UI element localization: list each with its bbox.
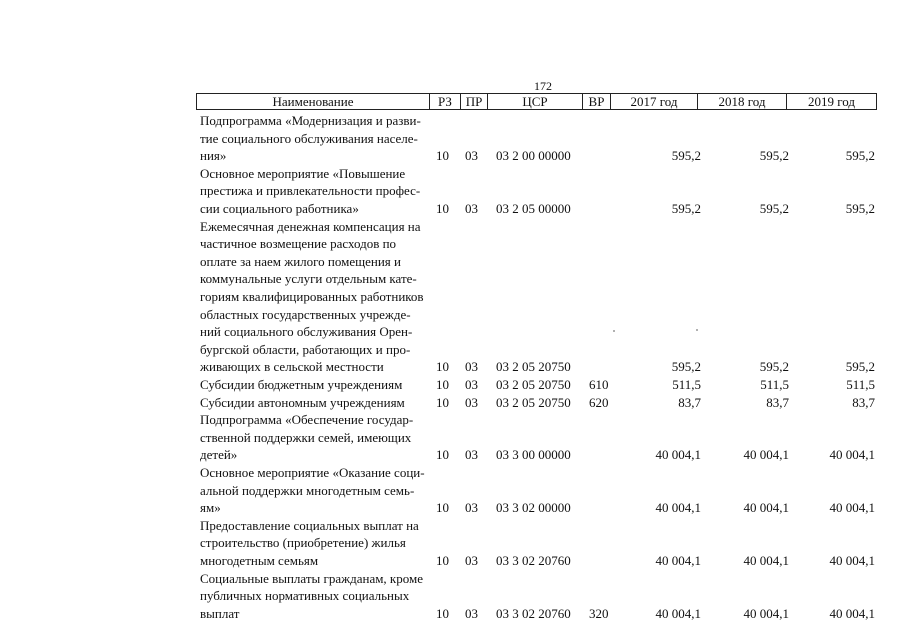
header-2017: 2017 год — [611, 94, 698, 109]
row-values — [196, 605, 877, 623]
row-2018: 40 004,1 — [743, 447, 789, 463]
row-rz: 10 — [436, 377, 449, 392]
row-pr: 03 — [465, 553, 478, 568]
row-pr: 03 — [465, 148, 478, 164]
row-name-line: тие социального обслуживания населе- — [200, 130, 418, 146]
row-2018: 511,5 — [760, 377, 789, 392]
row-pr: 03 — [465, 394, 478, 410]
row-name-line: бургской области, работающих и про- — [200, 341, 411, 357]
row-name-line: ям» — [200, 500, 221, 516]
row-rz: 10 — [436, 500, 449, 516]
header-2018: 2018 год — [698, 94, 787, 109]
row-values — [196, 446, 877, 464]
row-pr: 03 — [465, 605, 478, 621]
header-name: Наименование — [197, 94, 430, 109]
header-2019: 2019 год — [808, 94, 855, 109]
row-vr: 320 — [589, 605, 609, 621]
row-name-line: Основное мероприятие «Оказание соци- — [200, 465, 425, 480]
row-name-line: престижа и привлекательности профес- — [200, 183, 421, 199]
row-rz: 10 — [436, 359, 449, 375]
row-2017: 83,7 — [678, 394, 701, 410]
row-rz: 10 — [436, 605, 449, 621]
row-rz: 10 — [436, 148, 449, 164]
table-row — [196, 517, 877, 570]
row-values — [196, 200, 877, 218]
row-name-line: Основное мероприятие «Повышение — [200, 165, 406, 181]
row-2019: 40 004,1 — [829, 605, 875, 621]
scan-speck — [613, 330, 615, 332]
row-values — [196, 376, 877, 394]
row-name-line: Подпрограмма «Модернизация и разви- — [200, 113, 421, 128]
row-name-line: ственной поддержки семей, имеющих — [200, 429, 412, 445]
row-2017: 595,2 — [671, 359, 701, 375]
row-2017: 40 004,1 — [655, 447, 701, 463]
row-2018: 83,7 — [766, 394, 789, 410]
row-values — [196, 499, 877, 517]
row-values — [196, 147, 877, 165]
row-2018: 595,2 — [759, 359, 789, 375]
row-csr: 03 3 02 20760 — [496, 553, 571, 568]
row-values — [196, 552, 877, 570]
row-2019: 595,2 — [845, 201, 875, 216]
row-2019: 511,5 — [846, 377, 875, 392]
row-name-line: Социальные выплаты гражданам, кроме — [200, 570, 423, 586]
row-name-line: сии социального работника» — [200, 200, 359, 216]
table-row — [196, 464, 877, 517]
row-2019: 40 004,1 — [829, 553, 875, 568]
row-2018: 595,2 — [759, 201, 789, 216]
row-2019: 595,2 — [845, 359, 875, 375]
row-name-line: ний социального обслуживания Орен- — [200, 324, 413, 340]
row-vr: 620 — [589, 394, 609, 410]
row-pr: 03 — [465, 377, 478, 392]
table-row — [196, 218, 877, 376]
row-2019: 595,2 — [845, 148, 875, 164]
row-csr: 03 2 05 00000 — [496, 201, 571, 216]
row-2017: 40 004,1 — [655, 605, 701, 621]
row-2018: 40 004,1 — [743, 553, 789, 568]
table-row — [196, 376, 877, 394]
row-name-line: Субсидии автономным учреждениям — [200, 394, 405, 410]
table-row — [196, 165, 877, 218]
row-csr: 03 2 05 20750 — [496, 394, 571, 410]
scan-speck — [696, 329, 698, 331]
row-2019: 40 004,1 — [829, 500, 875, 516]
row-2018: 40 004,1 — [743, 500, 789, 516]
row-name-line: публичных нормативных социальных — [200, 588, 410, 604]
row-csr: 03 3 02 20760 — [496, 605, 571, 621]
row-rz: 10 — [436, 553, 449, 568]
header-vr: ВР — [583, 94, 611, 109]
row-csr: 03 2 05 20750 — [496, 377, 571, 392]
row-name-line: живающих в сельской местности — [200, 359, 384, 375]
row-name-line: коммунальные услуги отдельным кате- — [200, 271, 417, 287]
row-name-line: Предоставление социальных выплат на — [200, 517, 419, 533]
row-pr: 03 — [465, 201, 478, 216]
row-name-line: Ежемесячная денежная компенсация на — [200, 218, 421, 234]
row-2019: 40 004,1 — [829, 447, 875, 463]
row-csr: 03 3 00 00000 — [496, 447, 571, 463]
row-2017: 595,2 — [671, 201, 701, 216]
row-2018: 595,2 — [759, 148, 789, 164]
header-pr: ПР — [461, 94, 488, 109]
header-rz: РЗ — [430, 94, 461, 109]
row-2019: 83,7 — [852, 394, 875, 410]
row-name-line: Субсидии бюджетным учреждениям — [200, 377, 403, 392]
table-row — [196, 570, 877, 623]
row-name-line: альной поддержки многодетным семь- — [200, 482, 415, 498]
row-2017: 511,5 — [672, 377, 701, 392]
row-values — [196, 394, 877, 412]
row-name — [200, 218, 424, 376]
row-name-line: детей» — [200, 447, 238, 463]
row-name-line: Подпрограмма «Обеспечение государ- — [200, 412, 414, 428]
row-name-line: оплате за наем жилого помещения и — [200, 253, 401, 269]
row-csr: 03 2 05 20750 — [496, 359, 571, 375]
row-csr: 03 3 02 00000 — [496, 500, 571, 516]
table-header — [196, 93, 877, 110]
row-rz: 10 — [436, 447, 449, 463]
row-name-line: частичное возмещение расходов по — [200, 236, 397, 252]
table-row — [196, 112, 877, 165]
row-name-line: многодетным семьям — [200, 552, 319, 568]
row-pr: 03 — [465, 359, 478, 375]
table-row — [196, 411, 877, 464]
row-2018: 40 004,1 — [743, 605, 789, 621]
row-2017: 40 004,1 — [655, 500, 701, 516]
page-number: 172 — [534, 79, 552, 93]
row-name-line: строительство (приобретение) жилья — [200, 535, 406, 551]
header-csr: ЦСР — [488, 94, 583, 109]
table-row — [196, 394, 877, 412]
row-2017: 595,2 — [671, 148, 701, 164]
row-values — [196, 358, 877, 376]
row-vr: 610 — [589, 377, 609, 392]
row-2017: 40 004,1 — [655, 553, 701, 568]
row-name-line: областных государственных учрежде- — [200, 306, 411, 322]
row-rz: 10 — [436, 394, 449, 410]
row-pr: 03 — [465, 500, 478, 516]
row-name-line: ния» — [200, 148, 227, 164]
row-name-line: выплат — [200, 605, 240, 621]
row-pr: 03 — [465, 447, 478, 463]
row-name-line: гориям квалифицированных работников — [200, 288, 424, 304]
row-rz: 10 — [436, 201, 449, 216]
row-csr: 03 2 00 00000 — [496, 148, 571, 164]
